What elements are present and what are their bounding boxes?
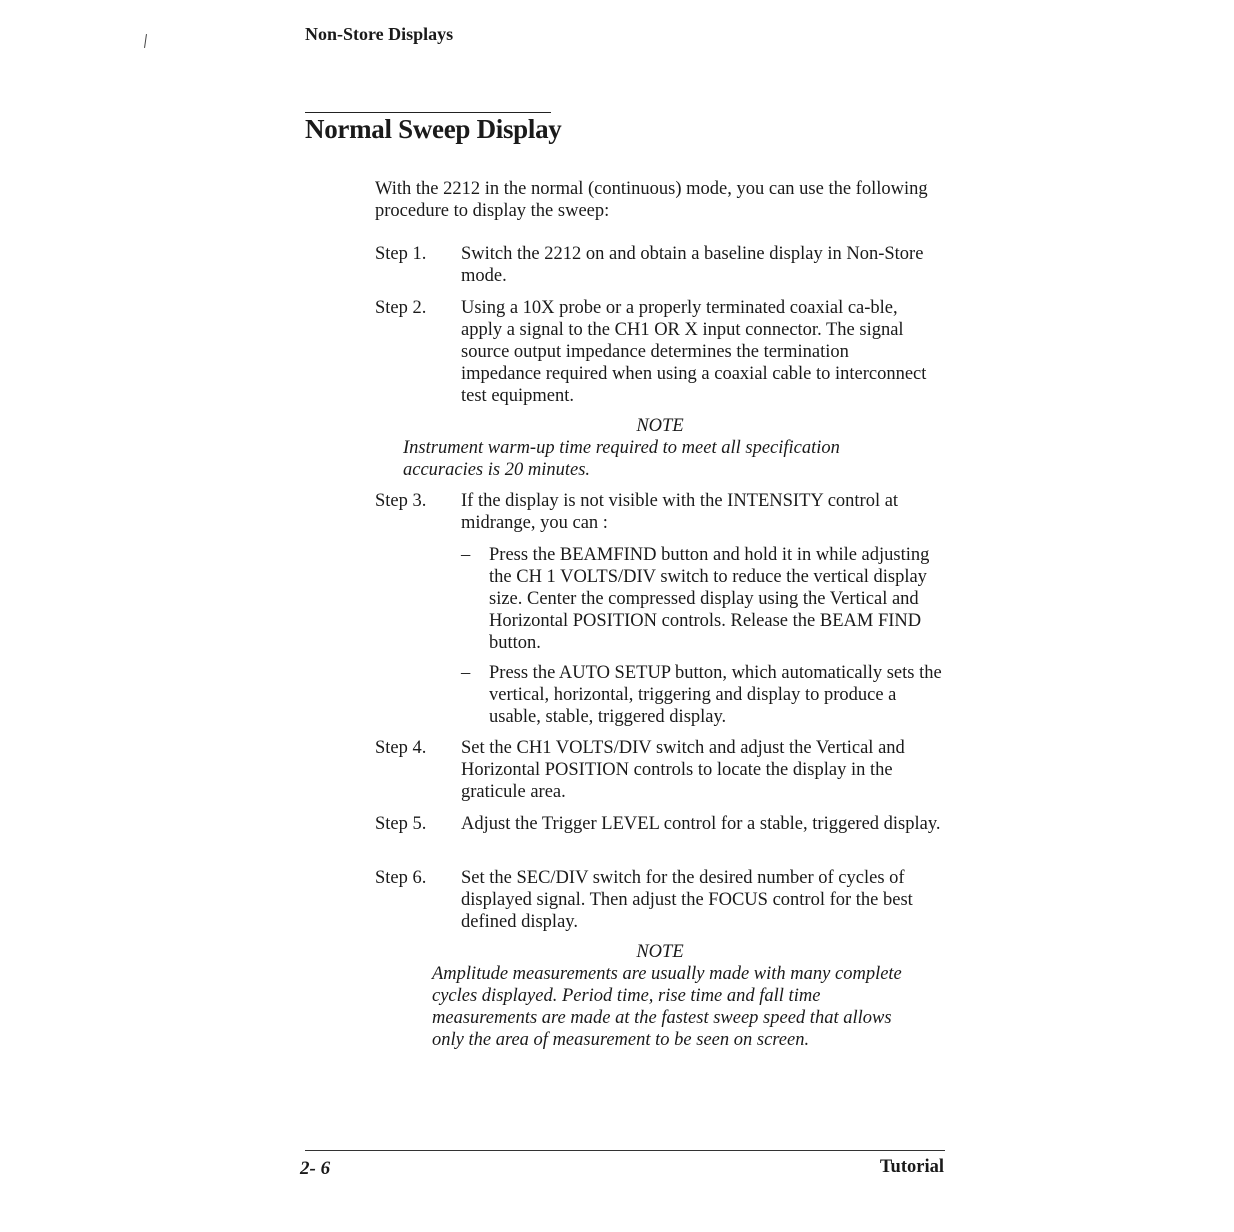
bullet-dash: – bbox=[461, 663, 471, 683]
footer-rule bbox=[305, 1150, 945, 1151]
step-label: Step 3. bbox=[375, 491, 427, 511]
chapter-name: Tutorial bbox=[879, 1157, 944, 1177]
step-text: If the display is not visible with the INTENSITY control at midrange, you can : bbox=[461, 491, 899, 533]
step-text: Using a 10X probe or a properly terminated coaxial ca-ble, apply a signal to the CH1 OR X input connector. The signal source output impedance determines the termination impedance required when using a coaxial cable to interconnect test equipment. bbox=[461, 298, 927, 406]
page-number: 2- 6 bbox=[300, 1158, 331, 1179]
note-heading: NOTE bbox=[636, 942, 684, 962]
title-rule bbox=[305, 112, 551, 113]
step-text: Adjust the Trigger LEVEL control for a stable, triggered display. bbox=[461, 814, 941, 834]
step-label: Step 2. bbox=[375, 298, 427, 318]
running-header: Non-Store Displays bbox=[305, 24, 454, 44]
bullet-text: Press the BEAMFIND button and hold it in while adjusting the CH 1 VOLTS/DIV switch to reduce the vertical display size. Center the compressed display using the Vertical and Horizontal POSITION controls. Release the BEAM FIND button. bbox=[489, 545, 930, 653]
intro-paragraph: With the 2212 in the normal (continuous) mode, you can use the following procedure to display the sweep: bbox=[375, 179, 928, 221]
note-text: Amplitude measurements are usually made with many complete cycles displayed. Period time, rise time and fall time measurements are made at the fastest sweep speed that allows only the area of measurement to be seen on screen. bbox=[432, 964, 902, 1050]
step-label: Step 4. bbox=[375, 738, 427, 758]
step-text: Switch the 2212 on and obtain a baseline display in Non-Store mode. bbox=[461, 244, 924, 286]
step-label: Step 6. bbox=[375, 868, 427, 888]
note-text: Instrument warm-up time required to meet all specification accuracies is 20 minutes. bbox=[403, 438, 840, 480]
step-text: Set the CH1 VOLTS/DIV switch and adjust the Vertical and Horizontal POSITION controls to locate the display in the graticule area. bbox=[461, 738, 905, 802]
step-label: Step 5. bbox=[375, 814, 427, 834]
step-label: Step 1. bbox=[375, 244, 427, 264]
section-title: Normal Sweep Display bbox=[305, 114, 562, 144]
step-text: Set the SEC/DIV switch for the desired number of cycles of displayed signal. Then adjust the FOCUS control for the best defined display. bbox=[461, 868, 913, 932]
margin-mark bbox=[144, 34, 147, 48]
bullet-text: Press the AUTO SETUP button, which automatically sets the vertical, horizontal, triggering and display to produce a usable, stable, triggered display. bbox=[489, 663, 942, 727]
note-heading: NOTE bbox=[636, 416, 684, 436]
bullet-dash: – bbox=[461, 545, 471, 565]
